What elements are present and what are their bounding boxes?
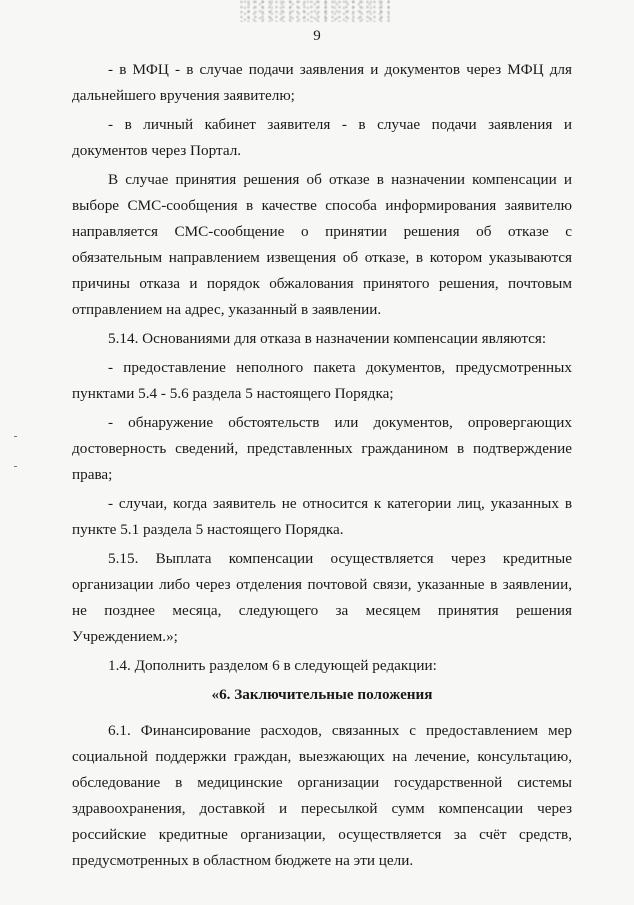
- paragraph-5-14: 5.14. Основаниями для отказа в назначении компенсации являются:: [108, 330, 547, 347]
- paragraph-mfc: - в МФЦ - в случае подачи заявления и документов через МФЦ для дальнейшего вручения заявителю;: [72, 61, 572, 104]
- paragraph-ground-1: - предоставление неполного пакета документов, предусмотренных пунктами 5.4 - 5.6 раздела 5 настоящего Порядка;: [72, 359, 572, 402]
- paragraph-ground-2: - обнаружение обстоятельств или документов, опровергающих достоверность сведений, представленных гражданином в подтверждение права;: [72, 414, 572, 483]
- scan-noise: [240, 0, 390, 22]
- paragraph-sms-refusal: В случае принятия решения об отказе в назначении компенсации и выборе СМС-сообщения в качестве способа информирования заявителю направляется СМС-сообщение о принятии решения об отказе с обязательным направлением извещения об отказе, в котором указываются причины отказа и порядок обжалования принятого решения, почтовым отправлением на адрес, указанный в заявлении.: [72, 171, 572, 318]
- paragraph-6-1: 6.1. Финансирование расходов, связанных с предоставлением мер социальной поддержки граждан, выезжающих на лечение, консультацию, обследование в медицинские организации государственной системы здравоохранения, доставкой и пересылкой сумм компенсации через российские кредитные организации, осуществляется за счёт средств, предусмотренных в областном бюджете на эти цели.: [72, 722, 572, 869]
- document-body: [72, 57, 572, 877]
- margin-mark: [14, 466, 17, 467]
- paragraph-1-4: 1.4. Дополнить разделом 6 в следующей редакции:: [108, 657, 437, 674]
- section-heading: «6. Заключительные положения: [211, 686, 433, 703]
- paragraph-ground-3: - случаи, когда заявитель не относится к категории лиц, указанных в пункте 5.1 раздела 5 настоящего Порядка.: [72, 495, 572, 538]
- margin-mark: [14, 436, 17, 437]
- page-number: 9: [313, 28, 321, 44]
- paragraph-cabinet: - в личный кабинет заявителя - в случае подачи заявления и документов через Портал.: [72, 116, 572, 159]
- paragraph-5-15: 5.15. Выплата компенсации осуществляется через кредитные организации либо через отделения почтовой связи, указанные в заявлении, не позднее месяца, следующего за месяцем принятия решения Учреждением.»;: [72, 550, 572, 645]
